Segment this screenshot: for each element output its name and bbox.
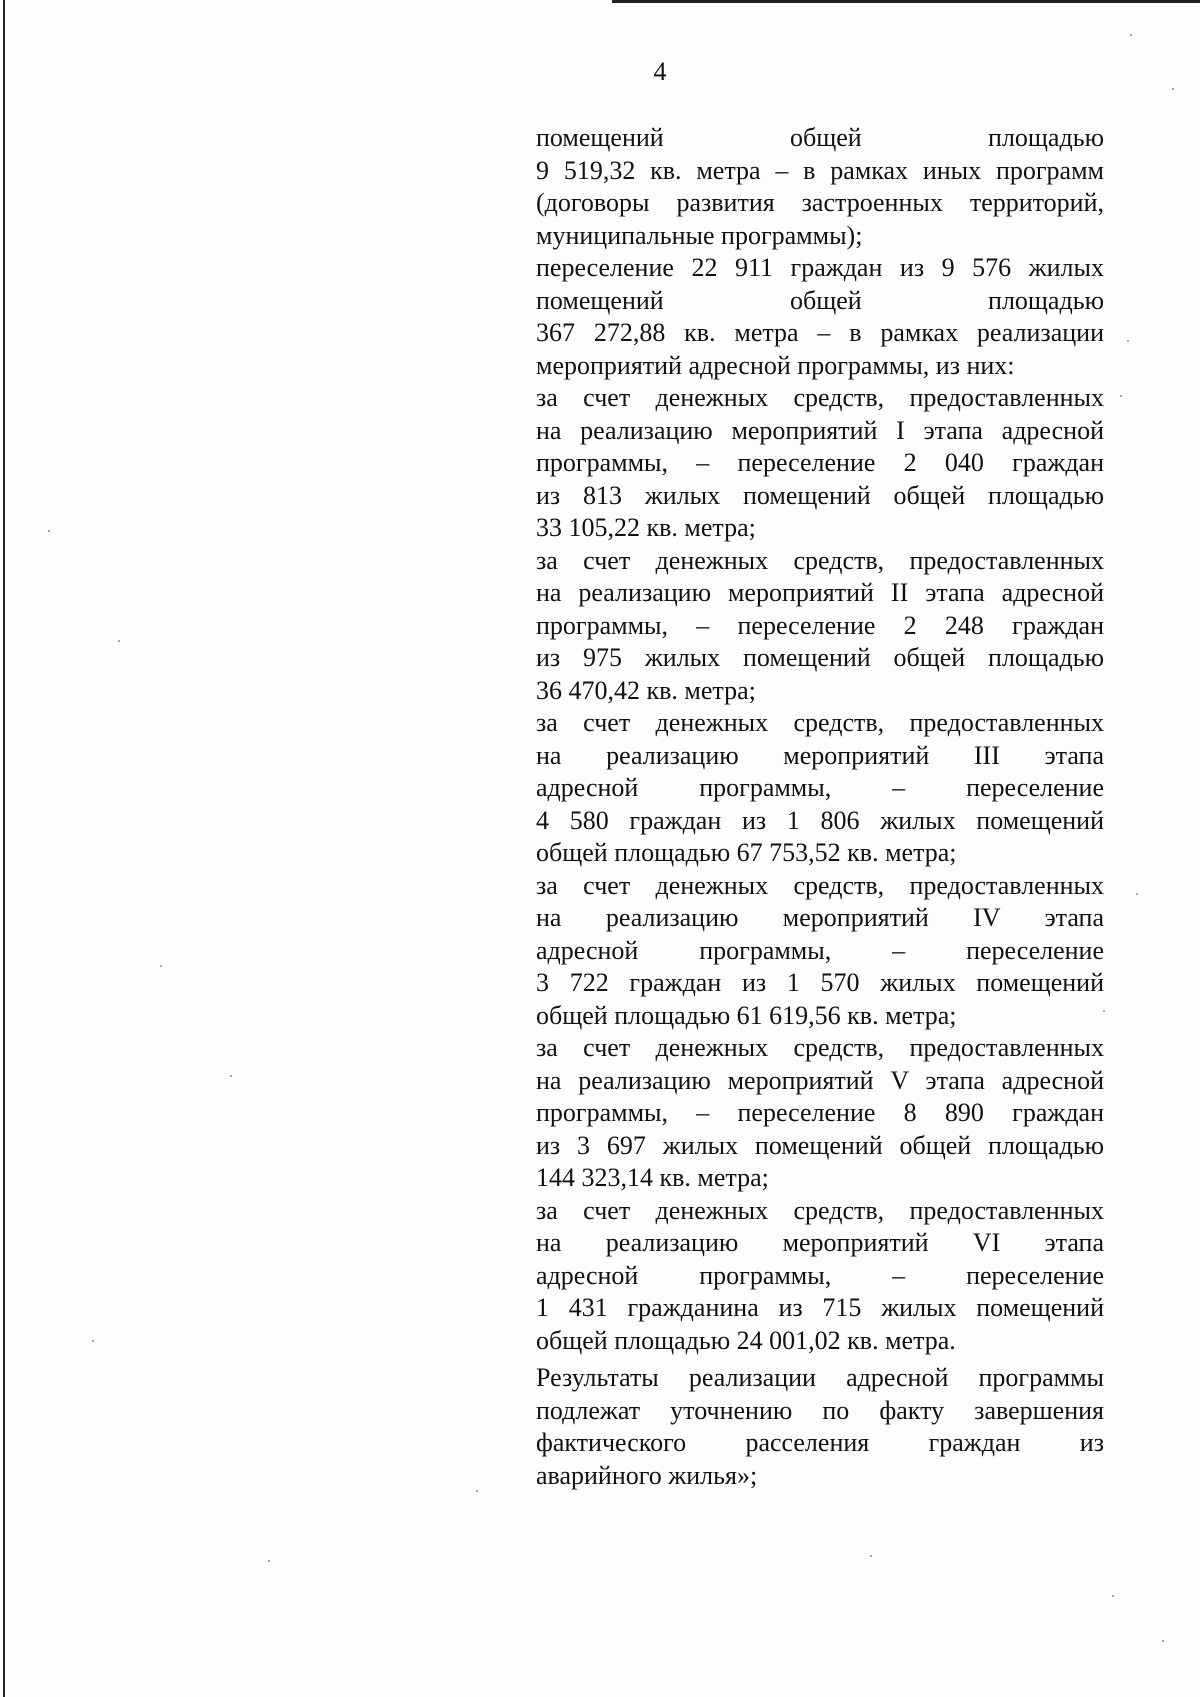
- text-line: муниципальные программы);: [536, 220, 863, 250]
- text-line: на реализацию мероприятий III этапа: [536, 740, 1104, 770]
- text-line: программы, – переселение 2 040 граждан: [536, 448, 1104, 477]
- text-line: на реализацию мероприятий V этапа адресной: [536, 1065, 1104, 1095]
- text-line: 144 323,14 кв. метра;: [536, 1163, 769, 1192]
- text-line: 1 431 гражданина из 715 жилых помещений: [536, 1293, 1104, 1322]
- text-line: (договоры развития застроенных территорий,: [536, 188, 1104, 217]
- text-line: 4 580 граждан из 1 806 жилых помещений: [536, 805, 1104, 835]
- text-line: подлежат уточнению по факту завершения: [536, 1395, 1104, 1425]
- text-line: переселение 22 911 граждан из 9 576 жилых: [536, 253, 1104, 282]
- scan-speck: [118, 640, 120, 642]
- scan-speck: [870, 1555, 872, 1557]
- text-line: помещений общей площадью: [536, 123, 1104, 152]
- scan-speck: [1136, 893, 1138, 895]
- text-line: из 813 жилых помещений общей площадью: [536, 480, 1104, 510]
- text-line: адресной программы, – переселение: [536, 935, 1104, 965]
- text-line: за счет денежных средств, предоставленных: [536, 545, 1104, 575]
- text-line: за счет денежных средств, предоставленных: [536, 708, 1104, 737]
- text-line: на реализацию мероприятий I этапа адресной: [536, 415, 1104, 445]
- text-line: общей площадью 24 001,02 кв. метра.: [536, 1325, 956, 1355]
- scan-speck: [230, 1075, 232, 1077]
- text-line: общей площадью 67 753,52 кв. метра;: [536, 838, 957, 867]
- scan-speck: [1103, 1010, 1105, 1012]
- scan-speck: [160, 965, 162, 967]
- text-line: 367 272,88 кв. метра – в рамках реализации: [536, 318, 1104, 347]
- scan-speck: [1172, 88, 1174, 90]
- text-line: программы, – переселение 8 890 граждан: [536, 1098, 1104, 1127]
- text-line: программы, – переселение 2 248 граждан: [536, 610, 1104, 640]
- text-line: на реализацию мероприятий VI этапа: [536, 1228, 1104, 1257]
- page-number: 4: [653, 57, 667, 86]
- scan-speck: [1120, 395, 1122, 397]
- text-line: мероприятий адресной программы, из них:: [536, 350, 1015, 380]
- text-line: помещений общей площадью: [536, 285, 1104, 315]
- text-line: 33 105,22 кв. метра;: [536, 513, 756, 542]
- text-line: фактического расселения граждан из: [536, 1428, 1104, 1457]
- text-line: из 975 жилых помещений общей площадью: [536, 643, 1104, 672]
- scan-top-edge: [612, 0, 1200, 3]
- text-line: аварийного жилья»;: [536, 1460, 758, 1490]
- text-line: за счет денежных средств, предоставленных: [536, 1033, 1104, 1062]
- text-line: 36 470,42 кв. метра;: [536, 675, 756, 705]
- text-line: за счет денежных средств, предоставленных: [536, 1195, 1104, 1225]
- scan-speck: [1127, 340, 1129, 342]
- body-text: [536, 122, 1104, 1492]
- text-line: Результаты реализации адресной программы: [536, 1363, 1104, 1392]
- text-line: на реализацию мероприятий II этапа адресной: [536, 578, 1104, 607]
- text-line: за счет денежных средств, предоставленных: [536, 870, 1104, 900]
- text-line: адресной программы, – переселение: [536, 1260, 1104, 1290]
- scan-speck: [48, 530, 50, 532]
- text-line: общей площадью 61 619,56 кв. метра;: [536, 1000, 957, 1030]
- scan-speck: [476, 1490, 478, 1492]
- text-line: адресной программы, – переселение: [536, 773, 1104, 802]
- text-line: на реализацию мероприятий IV этапа: [536, 903, 1104, 932]
- text-line: из 3 697 жилых помещений общей площадью: [536, 1130, 1104, 1160]
- scan-speck: [1130, 34, 1132, 36]
- scan-speck: [92, 1340, 94, 1342]
- scan-speck: [1162, 1640, 1164, 1642]
- text-line: за счет денежных средств, предоставленных: [536, 383, 1104, 412]
- scan-speck: [268, 1560, 270, 1562]
- scan-left-edge: [3, 0, 5, 1697]
- scan-speck: [1112, 1595, 1114, 1597]
- text-line: 9 519,32 кв. метра – в рамках иных программ: [536, 155, 1104, 185]
- text-line: 3 722 граждан из 1 570 жилых помещений: [536, 968, 1104, 997]
